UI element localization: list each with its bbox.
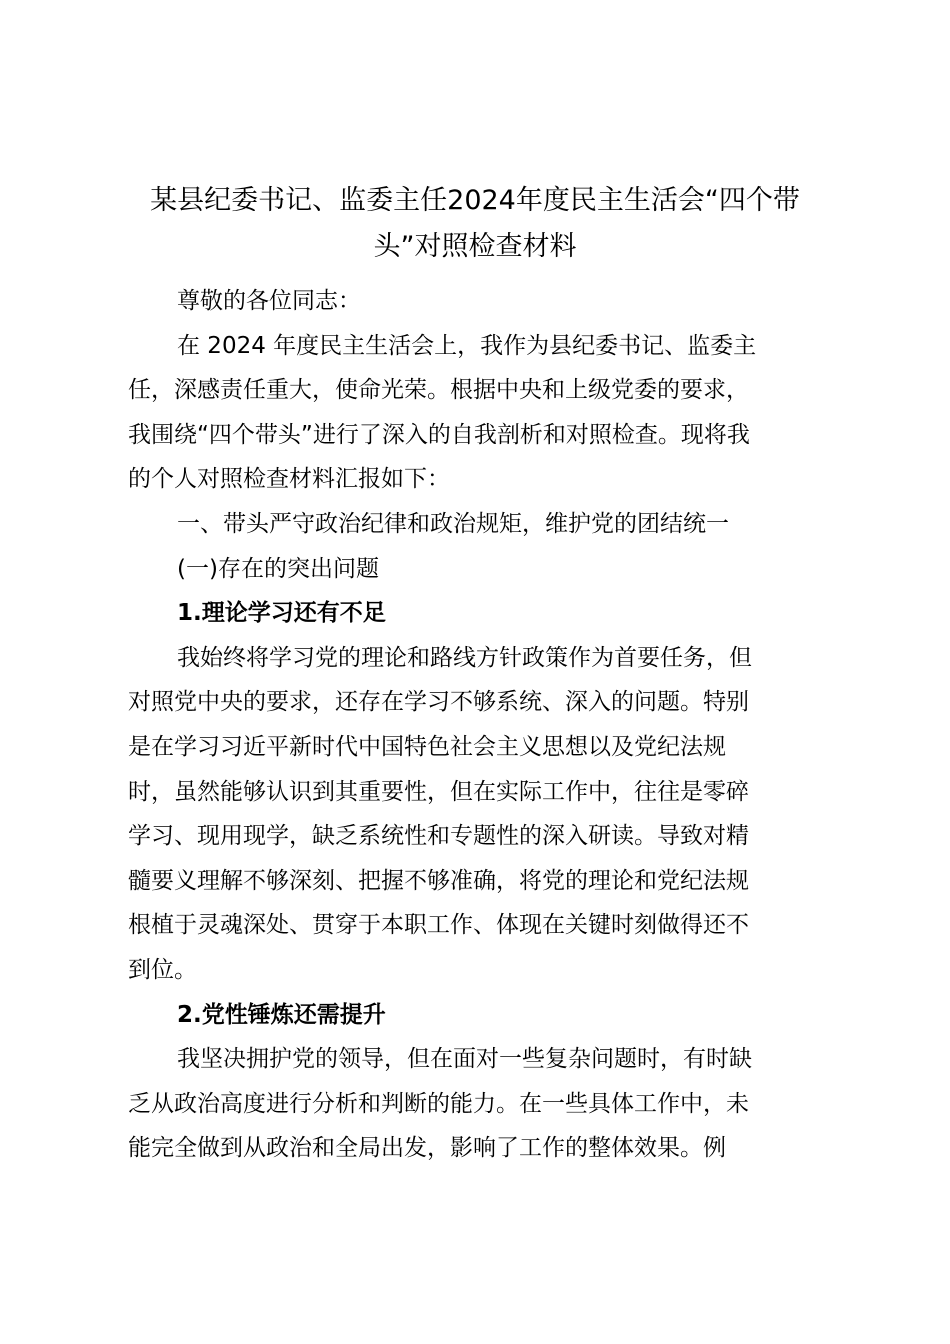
point-1-title: 1.理论学习还有不足: [177, 600, 386, 627]
subsection-heading: (一)存在的突出问题: [177, 555, 379, 582]
salutation: 尊敬的各位同志：: [177, 288, 361, 314]
title-line-2: 头”对照检查材料: [373, 231, 577, 262]
document-body: [128, 279, 822, 1171]
point-2-line: 能完全做到从政治和全局出发，影响了工作的整体效果。例: [128, 1135, 726, 1162]
document-title: [100, 178, 850, 270]
intro-line: 我围绕“四个带头”进行了深入的自我剖析和对照检查。现将我: [128, 421, 750, 448]
point-2-title: 2.党性锤炼还需提升: [177, 1001, 386, 1028]
intro-paragraph: [128, 324, 822, 502]
point-1-line: 我始终将学习党的理论和路线方针政策作为首要任务，但: [177, 644, 752, 671]
point-1-line: 学习、现用现学，缺乏系统性和专题性的深入研读。导致对精: [128, 823, 749, 850]
point-1-line: 时，虽然能够认识到其重要性，但在实际工作中，往往是零碎: [128, 778, 749, 805]
point-2-line: 乏从政治高度进行分析和判断的能力。在一些具体工作中，未: [128, 1090, 749, 1117]
intro-line: 在 2024 年度民主生活会上，我作为县纪委书记、监委主: [177, 332, 757, 359]
intro-line: 的个人对照检查材料汇报如下：: [128, 466, 450, 493]
point-1-line: 是在学习习近平新时代中国特色社会主义思想以及党纪法规: [128, 733, 726, 760]
point-1-line: 到位。: [128, 956, 197, 983]
point-2-line: 我坚决拥护党的领导，但在面对一些复杂问题时，有时缺: [177, 1046, 752, 1073]
point-1-line: 髓要义理解不够深刻、把握不够准确，将党的理论和党纪法规: [128, 867, 749, 894]
point-1-line: 根植于灵魂深处、贯穿于本职工作、体现在关键时刻做得还不: [128, 912, 749, 939]
title-line-1: 某县纪委书记、监委主任2024年度民主生活会“四个带: [150, 185, 800, 216]
point-2-paragraph: [128, 1037, 822, 1171]
point-1-paragraph: [128, 636, 822, 993]
section-heading: 一、带头严守政治纪律和政治规矩，维护党的团结统一: [177, 510, 729, 537]
point-1-line: 对照党中央的要求，还存在学习不够系统、深入的问题。特别: [128, 689, 749, 716]
intro-line: 任，深感责任重大，使命光荣。根据中央和上级党委的要求，: [128, 377, 749, 404]
